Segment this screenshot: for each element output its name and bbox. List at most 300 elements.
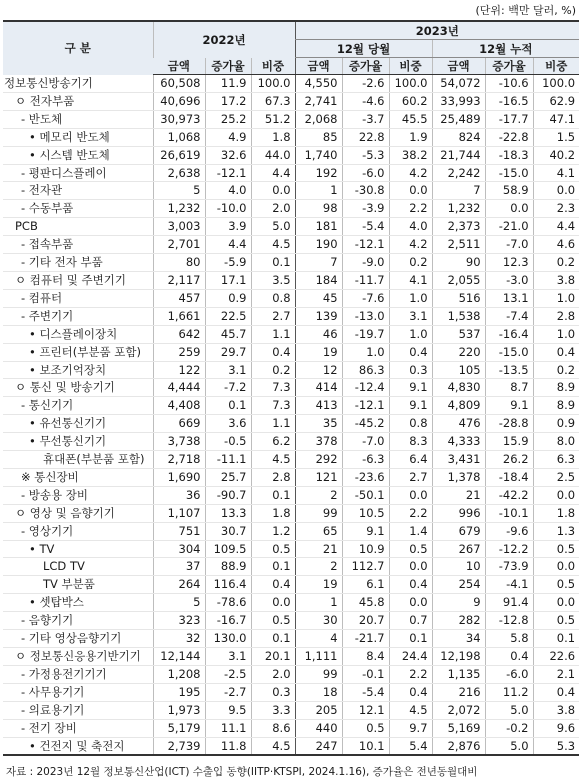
row-value: 2.7 [251, 307, 295, 325]
row-value: -15.0 [485, 164, 533, 182]
table-row [3, 289, 579, 307]
row-label: - 가정용전기기기 [3, 665, 153, 683]
row-value: 1,068 [153, 128, 205, 146]
row-value: 4.5 [251, 737, 295, 755]
row-value: 0.1 [533, 630, 579, 648]
row-label: - 전기 장비 [3, 719, 153, 737]
row-value: 0.0 [251, 182, 295, 200]
row-value: 22.8 [342, 128, 389, 146]
row-label: ㅇ 전자부품 [3, 92, 153, 110]
row-value: 1.1 [251, 325, 295, 343]
row-label: ㅇ 정보통신응용기반기기 [3, 648, 153, 666]
row-label: - 영상기기 [3, 522, 153, 540]
row-value: 1.8 [533, 504, 579, 522]
row-value: 414 [295, 379, 342, 397]
row-value: -12.1 [342, 397, 389, 415]
row-label: - 사무용기기 [3, 683, 153, 701]
row-value: 1,661 [153, 307, 205, 325]
row-value: -5.4 [342, 218, 389, 236]
row-value: 6.3 [533, 451, 579, 469]
row-value: 195 [153, 683, 205, 701]
row-value: 267 [432, 540, 485, 558]
row-label: • 프린터(부분품 포함) [3, 343, 153, 361]
row-value: -18.4 [485, 468, 533, 486]
row-label: - 주변기기 [3, 307, 153, 325]
row-value: 2.8 [533, 307, 579, 325]
row-value: 20.1 [251, 648, 295, 666]
row-value: -3.9 [342, 200, 389, 218]
row-value: 8.0 [533, 433, 579, 451]
row-value: 51.2 [251, 110, 295, 128]
row-value: 1.3 [533, 522, 579, 540]
row-value: 5.3 [533, 737, 579, 755]
row-value: 2 [295, 486, 342, 504]
row-value: 100.0 [533, 75, 579, 93]
row-label: • 유선통신기기 [3, 415, 153, 433]
row-value: 116.4 [205, 576, 251, 594]
row-value: 0.1 [205, 397, 251, 415]
row-value: 12.1 [342, 701, 389, 719]
row-value: 26,619 [153, 146, 205, 164]
ict-export-table [3, 20, 579, 756]
row-value: -10.0 [205, 200, 251, 218]
row-value: -12.2 [485, 540, 533, 558]
row-value: 2.1 [533, 665, 579, 683]
row-value: 4,830 [432, 379, 485, 397]
row-value: 112.7 [342, 558, 389, 576]
row-value: -2.6 [342, 75, 389, 93]
row-value: 824 [432, 128, 485, 146]
row-label: - 통신기기 [3, 397, 153, 415]
table-row [3, 451, 579, 469]
row-value: 0.5 [533, 612, 579, 630]
table-row [3, 254, 579, 272]
row-value: 8.6 [251, 719, 295, 737]
row-value: 0.1 [251, 558, 295, 576]
row-value: 1,378 [432, 468, 485, 486]
row-value: 3.5 [251, 271, 295, 289]
row-value: 216 [432, 683, 485, 701]
row-value: 537 [432, 325, 485, 343]
header-share: 비중 [251, 58, 295, 75]
row-value: -78.6 [205, 594, 251, 612]
row-value: 1.9 [389, 128, 432, 146]
table-row [3, 307, 579, 325]
row-value: -7.6 [342, 289, 389, 307]
row-value: 1.0 [533, 289, 579, 307]
row-value: 2.0 [251, 665, 295, 683]
header-growth: 증가율 [342, 58, 389, 75]
row-value: 17.2 [205, 92, 251, 110]
row-label: LCD TV [3, 558, 153, 576]
row-value: 2,055 [432, 271, 485, 289]
row-value: 4.0 [389, 218, 432, 236]
row-value: 9.1 [389, 397, 432, 415]
row-value: 1.8 [251, 504, 295, 522]
table-row [3, 92, 579, 110]
row-value: 121 [295, 468, 342, 486]
row-value: 0.4 [251, 576, 295, 594]
row-value: 6.2 [251, 433, 295, 451]
row-value: 5,169 [432, 719, 485, 737]
row-label: - 의료용기기 [3, 701, 153, 719]
row-value: -90.7 [205, 486, 251, 504]
row-value: 0.0 [389, 182, 432, 200]
row-value: 19 [295, 576, 342, 594]
row-value: 12 [295, 361, 342, 379]
row-value: 4.5 [251, 451, 295, 469]
row-value: 86.3 [342, 361, 389, 379]
row-value: -5.4 [342, 683, 389, 701]
row-value: -3.0 [485, 271, 533, 289]
row-label: - 접속부품 [3, 236, 153, 254]
row-value: 2.2 [389, 504, 432, 522]
row-value: 476 [432, 415, 485, 433]
row-value: 0.1 [251, 630, 295, 648]
row-value: 0.5 [389, 540, 432, 558]
row-label: ㅇ 컴퓨터 및 주변기기 [3, 271, 153, 289]
row-value: -0.5 [205, 433, 251, 451]
row-value: 139 [295, 307, 342, 325]
header-dec-cum: 12월 누적 [432, 40, 579, 58]
row-value: 45.7 [205, 325, 251, 343]
row-value: 3.1 [205, 361, 251, 379]
row-value: 29.7 [205, 343, 251, 361]
row-value: 58.9 [485, 182, 533, 200]
row-value: 4.1 [533, 164, 579, 182]
row-value: -22.8 [485, 128, 533, 146]
row-value: 457 [153, 289, 205, 307]
row-value: -15.0 [485, 343, 533, 361]
row-value: 1.4 [389, 522, 432, 540]
row-value: 9 [432, 594, 485, 612]
row-value: 2,373 [432, 218, 485, 236]
row-label: - 평판디스플레이 [3, 164, 153, 182]
row-value: 4,408 [153, 397, 205, 415]
row-value: 0.7 [389, 612, 432, 630]
row-value: 1,232 [432, 200, 485, 218]
row-value: 32 [153, 630, 205, 648]
row-value: 0.3 [389, 361, 432, 379]
row-value: -73.9 [485, 558, 533, 576]
row-value: 30,973 [153, 110, 205, 128]
row-value: 65 [295, 522, 342, 540]
row-value: 85 [295, 128, 342, 146]
row-label: - 기타 영상음향기기 [3, 630, 153, 648]
table-row [3, 128, 579, 146]
row-value: 259 [153, 343, 205, 361]
row-value: 0.4 [389, 576, 432, 594]
row-label: • 보조기억장치 [3, 361, 153, 379]
header-amount: 금액 [432, 58, 485, 75]
row-value: 0.9 [533, 415, 579, 433]
row-value: 25.2 [205, 110, 251, 128]
row-value: 13.1 [485, 289, 533, 307]
row-value: 4,444 [153, 379, 205, 397]
row-value: 1 [295, 182, 342, 200]
table-row [3, 558, 579, 576]
row-value: 4.9 [205, 128, 251, 146]
row-value: 2.8 [251, 468, 295, 486]
table-row [3, 236, 579, 254]
row-value: 44.0 [251, 146, 295, 164]
table-row [3, 397, 579, 415]
row-value: -21.7 [342, 630, 389, 648]
row-value: 30.7 [205, 522, 251, 540]
row-value: 0.5 [251, 540, 295, 558]
table-row [3, 415, 579, 433]
row-value: 36 [153, 486, 205, 504]
row-value: -11.7 [342, 271, 389, 289]
row-value: -12.1 [342, 236, 389, 254]
row-value: 40,696 [153, 92, 205, 110]
table-row [3, 701, 579, 719]
row-value: 0.0 [533, 594, 579, 612]
row-value: 90 [432, 254, 485, 272]
row-value: 4.5 [389, 701, 432, 719]
row-value: 91.4 [485, 594, 533, 612]
row-value: -2.7 [205, 683, 251, 701]
row-value: 22.6 [533, 648, 579, 666]
source-note: 자료 : 2023년 12월 정보통신산업(ICT) 수출입 동향(IITP·KTSPI, 2024.1.16), 증가율은 전년동월대비 [6, 766, 478, 778]
row-value: 3.3 [251, 701, 295, 719]
row-value: 1,232 [153, 200, 205, 218]
row-value: -5.3 [342, 146, 389, 164]
row-value: 2,701 [153, 236, 205, 254]
row-value: 2.2 [389, 665, 432, 683]
row-value: -6.0 [485, 665, 533, 683]
row-label: - 기타 전자 부품 [3, 254, 153, 272]
row-value: 88.9 [205, 558, 251, 576]
table-row [3, 683, 579, 701]
row-value: 20.7 [342, 612, 389, 630]
row-label: 정보통신방송기기 [3, 75, 153, 93]
row-value: -30.8 [342, 182, 389, 200]
row-value: 3,431 [432, 451, 485, 469]
row-value: -7.0 [485, 236, 533, 254]
header-2022: 2022년 [153, 21, 295, 58]
row-label: • 메모리 반도체 [3, 128, 153, 146]
row-value: -6.3 [342, 451, 389, 469]
row-value: 2,511 [432, 236, 485, 254]
row-value: 2,242 [432, 164, 485, 182]
row-value: 0.4 [533, 343, 579, 361]
row-value: 54,072 [432, 75, 485, 93]
row-value: 2,068 [295, 110, 342, 128]
row-value: -18.3 [485, 146, 533, 164]
row-value: 62.9 [533, 92, 579, 110]
row-value: 2,741 [295, 92, 342, 110]
row-value: 192 [295, 164, 342, 182]
row-value: 11.8 [205, 737, 251, 755]
row-value: 21 [432, 486, 485, 504]
row-label: • 건전지 및 축전지 [3, 737, 153, 755]
row-value: 2.3 [533, 200, 579, 218]
row-label: PCB [3, 218, 153, 236]
header-share: 비중 [533, 58, 579, 75]
row-value: 0.8 [389, 415, 432, 433]
row-label: - 컴퓨터 [3, 289, 153, 307]
header-amount: 금액 [295, 58, 342, 75]
row-value: 1.5 [533, 128, 579, 146]
row-value: 3,738 [153, 433, 205, 451]
table-row [3, 719, 579, 737]
row-value: 32.6 [205, 146, 251, 164]
row-value: 1.8 [251, 128, 295, 146]
row-value: 38.2 [389, 146, 432, 164]
row-value: 0.0 [389, 486, 432, 504]
row-value: 8.9 [533, 397, 579, 415]
row-value: -4.6 [342, 92, 389, 110]
row-value: 3.1 [205, 648, 251, 666]
row-value: -19.7 [342, 325, 389, 343]
row-value: 4.0 [205, 182, 251, 200]
row-value: 60.2 [389, 92, 432, 110]
row-value: 0.4 [533, 683, 579, 701]
row-value: 3.8 [533, 701, 579, 719]
row-label: ㅇ 통신 및 방송기기 [3, 379, 153, 397]
row-value: 0.5 [251, 612, 295, 630]
row-value: 2.7 [389, 468, 432, 486]
row-value: 0.0 [251, 594, 295, 612]
row-value: 130.0 [205, 630, 251, 648]
row-label: ※ 통신장비 [3, 468, 153, 486]
row-label: 휴대폰(부분품 포함) [3, 451, 153, 469]
row-value: 1,973 [153, 701, 205, 719]
row-value: 6.4 [389, 451, 432, 469]
row-value: 7 [432, 182, 485, 200]
row-value: 5.0 [485, 737, 533, 755]
table-row [3, 75, 579, 93]
row-value: -16.4 [485, 325, 533, 343]
row-value: 9.1 [485, 397, 533, 415]
row-value: 516 [432, 289, 485, 307]
table-row [3, 200, 579, 218]
table-row [3, 468, 579, 486]
row-value: 247 [295, 737, 342, 755]
row-value: -7.0 [342, 433, 389, 451]
row-value: 679 [432, 522, 485, 540]
row-value: 8.9 [533, 379, 579, 397]
row-value: 5.0 [251, 218, 295, 236]
row-value: 0.9 [205, 289, 251, 307]
row-value: 254 [432, 576, 485, 594]
header-growth: 증가율 [205, 58, 251, 75]
row-label: - 수동부품 [3, 200, 153, 218]
row-value: 4 [295, 630, 342, 648]
row-value: 3.6 [205, 415, 251, 433]
row-label: - 전자관 [3, 182, 153, 200]
row-value: -16.7 [205, 612, 251, 630]
row-value: -28.8 [485, 415, 533, 433]
row-value: 9.1 [342, 522, 389, 540]
row-value: -9.6 [485, 522, 533, 540]
row-value: 35 [295, 415, 342, 433]
row-value: -0.1 [342, 665, 389, 683]
row-label: • TV [3, 540, 153, 558]
row-value: 25.7 [205, 468, 251, 486]
row-value: 10.5 [342, 504, 389, 522]
row-value: 5.0 [485, 701, 533, 719]
row-value: 4.4 [251, 164, 295, 182]
row-value: 34 [432, 630, 485, 648]
row-value: 3,003 [153, 218, 205, 236]
row-value: 80 [153, 254, 205, 272]
row-value: 4.5 [251, 236, 295, 254]
row-value: -42.2 [485, 486, 533, 504]
row-value: 1,538 [432, 307, 485, 325]
row-value: 323 [153, 612, 205, 630]
row-label: • 셋탑박스 [3, 594, 153, 612]
row-value: -17.7 [485, 110, 533, 128]
row-value: 5 [153, 182, 205, 200]
row-value: 7.3 [251, 379, 295, 397]
row-label: - 반도체 [3, 110, 153, 128]
table-row [3, 522, 579, 540]
row-value: 0.0 [389, 594, 432, 612]
row-value: 0.2 [533, 254, 579, 272]
row-value: -5.9 [205, 254, 251, 272]
row-value: -45.2 [342, 415, 389, 433]
row-value: 3.8 [533, 271, 579, 289]
row-value: 190 [295, 236, 342, 254]
table-row [3, 540, 579, 558]
header-2023: 2023년 [295, 21, 579, 40]
table-row [3, 648, 579, 666]
row-value: 6.1 [342, 576, 389, 594]
row-value: 2.0 [251, 200, 295, 218]
row-value: 24.4 [389, 648, 432, 666]
table-row [3, 594, 579, 612]
row-value: 3.9 [205, 218, 251, 236]
row-value: 642 [153, 325, 205, 343]
row-value: -2.5 [205, 665, 251, 683]
table-row [3, 164, 579, 182]
row-value: 440 [295, 719, 342, 737]
row-value: 22.5 [205, 307, 251, 325]
row-value: 100.0 [251, 75, 295, 93]
row-value: 9.1 [389, 379, 432, 397]
row-value: 18 [295, 683, 342, 701]
row-value: 0.8 [251, 289, 295, 307]
row-value: 67.3 [251, 92, 295, 110]
row-value: 8.3 [389, 433, 432, 451]
row-value: 10.9 [342, 540, 389, 558]
table-row [3, 612, 579, 630]
table-row [3, 433, 579, 451]
row-value: 4,333 [432, 433, 485, 451]
row-value: 1.0 [342, 343, 389, 361]
table-row [3, 343, 579, 361]
row-value: 0.0 [533, 486, 579, 504]
row-value: 2,072 [432, 701, 485, 719]
row-label: • 디스플레이장치 [3, 325, 153, 343]
row-value: 15.9 [485, 433, 533, 451]
row-value: 2,638 [153, 164, 205, 182]
row-value: 4.6 [533, 236, 579, 254]
row-value: 4.4 [533, 218, 579, 236]
row-value: 10 [432, 558, 485, 576]
row-value: 378 [295, 433, 342, 451]
row-value: -12.1 [205, 164, 251, 182]
row-value: 220 [432, 343, 485, 361]
row-value: 1,690 [153, 468, 205, 486]
row-value: 4.2 [389, 164, 432, 182]
row-value: 9.5 [205, 701, 251, 719]
row-value: 98 [295, 200, 342, 218]
row-value: 46 [295, 325, 342, 343]
row-value: 0.2 [251, 361, 295, 379]
